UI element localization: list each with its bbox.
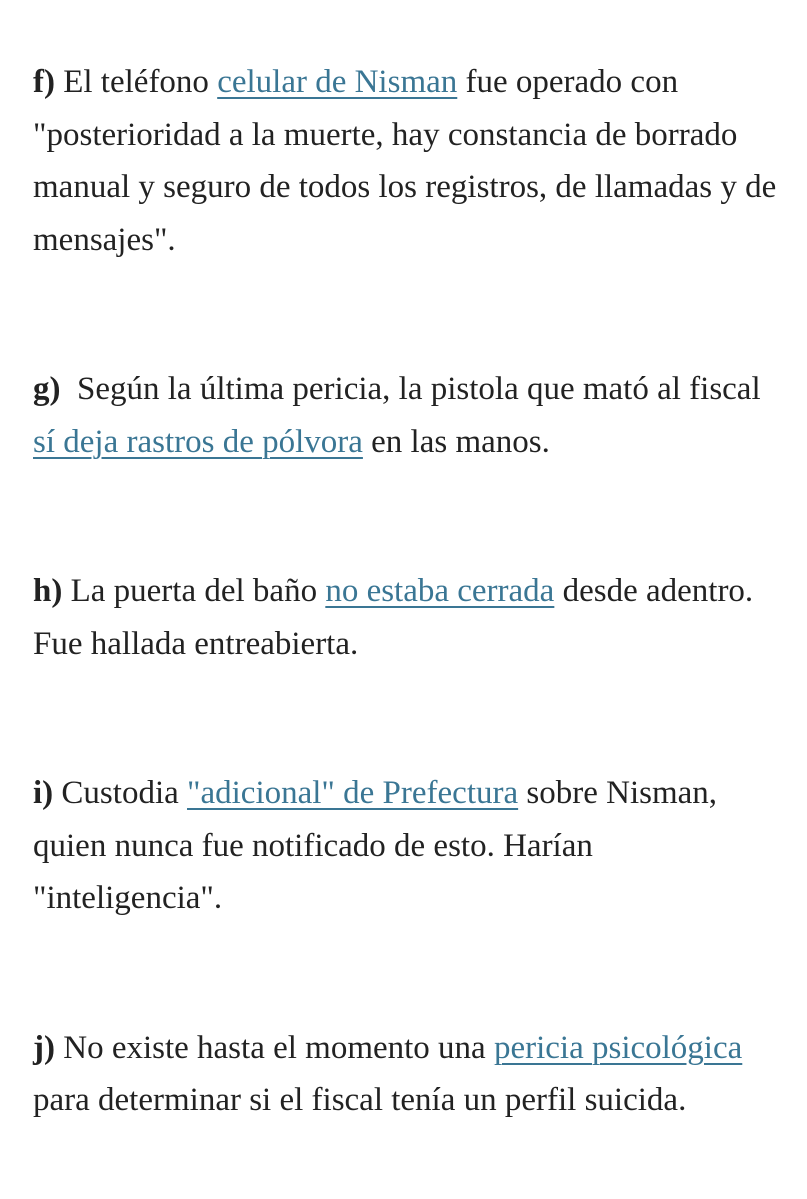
item-marker: j) [33,1029,55,1066]
list-item-j [33,1022,783,1127]
item-text-before-link: No existe hasta el momento una [54,1029,494,1066]
link-pericia-psicologica[interactable]: pericia psicológica [493,1029,743,1066]
item-text-after-link: fue operado con "posterioridad a la muerte, hay constancia de borrado manual y seguro de todos los registros, de llamadas y de mensajes". [33,64,777,258]
item-text-after-link: en las manos. [362,423,550,460]
item-marker: g) [33,371,61,407]
item-text-after-link: desde adentro. Fue hallada entreabierta. [33,573,754,662]
link-adicional-de-prefectura[interactable]: "adicional" de Prefectura [187,775,519,811]
item-marker: f) [33,64,55,100]
item-text-after-link: sobre Nisman, quien nunca fue notificado de esto. Harían "inteligencia". [33,775,718,916]
link-rastros-de-polvora[interactable]: sí deja rastros de pólvora [33,423,363,460]
list-item-g [33,363,783,468]
list-item-i [33,767,783,925]
list-item-f [33,56,783,266]
link-celular-de-nisman[interactable]: celular de Nisman [217,64,458,100]
item-text-before-link: Según la última pericia, la pistola que mató al fiscal [60,371,769,407]
list-item-h [33,565,783,670]
item-text-before-link: El teléfono [54,64,218,100]
item-marker: h) [33,573,63,609]
item-text-before-link: La puerta del baño [62,573,326,609]
article-body [33,56,783,1127]
link-no-estaba-cerrada[interactable]: no estaba cerrada [325,573,555,609]
item-marker: i) [33,775,54,811]
item-text-before-link: Custodia [53,775,188,811]
item-text-after-link: para determinar si el fiscal tenía un perfil suicida. [33,1082,687,1118]
